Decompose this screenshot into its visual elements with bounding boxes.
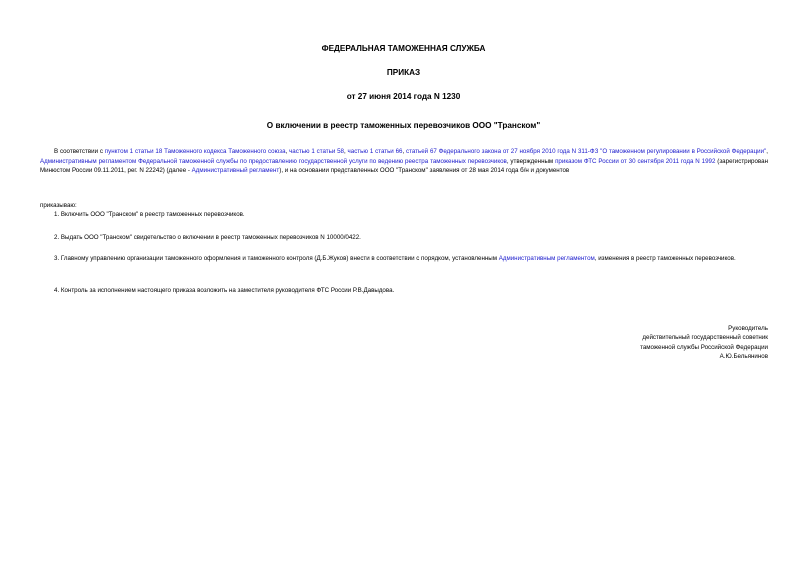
order-item-2: 2. Выдать ООО "Транском" свидетельство о включении в реестр таможенных перевозчиков N 10000/0422. xyxy=(54,234,361,241)
document-subject: О включении в реестр таможенных перевозчиков ООО "Транском" xyxy=(266,121,541,130)
preamble-text: , xyxy=(402,148,407,155)
preamble-text: , xyxy=(344,148,348,155)
item-3-text-end: , изменения в реестр таможенных перевозчиков. xyxy=(594,255,736,262)
preamble-text: (зарегистрирован Минюстом России 09.11.2011, рег. N 22242) (далее - xyxy=(40,157,769,175)
link-federal-law-311[interactable]: статьей 67 Федерального закона от 27 ноября 2010 года N 311-ФЗ "О таможенном регулировании в Российской Федерации" xyxy=(406,148,767,155)
preamble-text: , xyxy=(766,148,768,155)
order-item-4: 4. Контроль за исполнением настоящего приказа возложить на заместителя руководителя ФТС России Р.В.Давыдова. xyxy=(54,287,395,294)
signature-block xyxy=(468,324,768,361)
order-item-1: 1. Включить ООО "Транском" в реестр таможенных перевозчиков. xyxy=(54,211,245,218)
link-fts-order-1992[interactable]: приказом ФТС России от 30 сентября 2011 года N 1992 xyxy=(555,157,716,165)
signatory-rank-line-1: действительный государственный советник xyxy=(642,334,768,342)
link-article-66[interactable]: частью 1 статьи 66 xyxy=(347,148,403,155)
signatory-position: Руководитель xyxy=(728,325,768,332)
preamble-text: , утвержденным xyxy=(506,157,556,165)
preamble-text: ), и на основании представленных ООО "Транском" заявления от 28 мая 2014 года б/н и документов xyxy=(279,167,570,175)
agency-title: ФЕДЕРАЛЬНАЯ ТАМОЖЕННАЯ СЛУЖБА xyxy=(321,44,486,53)
link-administrative-regulation-item-3[interactable]: Административным регламентом xyxy=(498,255,595,262)
item-3-text: 3. Главному управлению организации таможенного оформления и таможенного контроля (Д.Б.Жуков) внести в соответствии с порядком, установленным xyxy=(54,255,499,262)
preamble-text: , xyxy=(285,148,290,155)
signatory-name: А.Ю.Бельянинов xyxy=(719,352,768,360)
orders-word: приказываю: xyxy=(40,202,77,209)
order-item-3 xyxy=(40,254,768,264)
signatory-rank-line-2: таможенной службы Российской Федерации xyxy=(640,343,768,351)
preamble-paragraph xyxy=(40,147,768,176)
link-article-58[interactable]: частью 1 статьи 58 xyxy=(289,148,344,155)
link-customs-code-article-18[interactable]: пунктом 1 статьи 18 Таможенного кодекса Таможенного союза xyxy=(104,148,286,155)
document-date: от 27 июня 2014 года N 1230 xyxy=(346,92,461,101)
link-administrative-regulation-full[interactable]: Административным регламентом Федеральной таможенной службы по предоставлению государственной услуги по ведению реестра таможенных перевозчиков xyxy=(40,157,507,165)
preamble-text: В соответствии с xyxy=(54,148,105,155)
link-administrative-regulation[interactable]: Административный регламент xyxy=(191,167,280,175)
document-type: ПРИКАЗ xyxy=(386,68,421,77)
